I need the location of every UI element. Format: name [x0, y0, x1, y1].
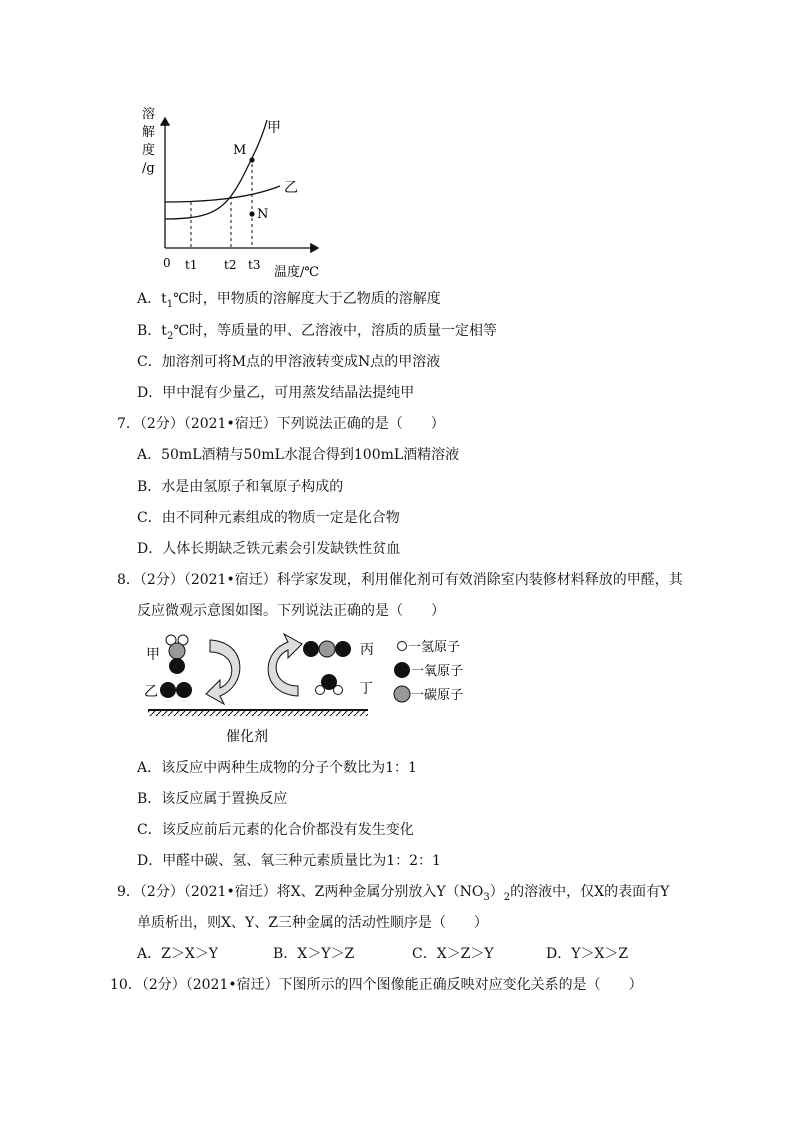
y-axis-label-4: /g [142, 161, 155, 176]
reaction-diagram [140, 630, 480, 750]
y-axis-label-3: 度 [142, 143, 156, 158]
tick-t3: t3 [248, 258, 261, 272]
q8-stem-2: 反应微观示意图如图。下列说法正确的是（ ） [137, 603, 445, 619]
curve-yi-label: 乙 [284, 180, 298, 196]
tick-t1: t1 [185, 258, 198, 272]
label-bing: 丙 [360, 642, 374, 658]
curved-arrow-up [268, 634, 302, 696]
q9-option-a: A．Z＞X＞Y [137, 946, 219, 962]
q9-stem-2: 单质析出，则X、Y、Z三种金属的活动性顺序是（ ） [137, 915, 488, 931]
q6-option-b: B．$t_2℃$时，等质量的甲、乙溶液中，溶质的质量一定相等 [137, 323, 497, 342]
q7-option-d: D．人体长期缺乏铁元素会引发缺铁性贫血 [137, 541, 401, 557]
q9-option-d: D．Y＞X＞Z [546, 946, 629, 962]
q6-option-a: A．$t_1℃$时，甲物质的溶解度大于乙物质的溶解度 [137, 291, 441, 310]
q8-option-a: A．该反应中两种生成物的分子个数比为1：1 [137, 760, 417, 776]
q9-stem-1: 9．（2分）（2021•宿迁）将X、Z两种金属分别放入$Y(NO_3)_2$的溶液中，仅X的表面有Y [117, 884, 670, 903]
y-axis-label-2: 解 [142, 125, 156, 140]
y-axis-label-1: 溶 [142, 107, 156, 122]
carbon-atom [169, 643, 185, 659]
q9-option-c: C．X＞Z＞Y [412, 946, 494, 962]
q6-option-c: C．加溶剂可将M点的甲溶液转变成N点的甲溶液 [137, 354, 441, 370]
q8-stem-1: 8．（2分）（2021•宿迁）科学家发现，利用催化剂可有效消除室内装修材料释放的甲醛，其 [117, 572, 683, 588]
q10-stem: 10．（2分）（2021•宿迁）下图所示的四个图像能正确反映对应变化关系的是（ ） [110, 977, 643, 993]
q7-option-c: C．由不同种元素组成的物质一定是化合物 [137, 510, 400, 526]
label-jia: 甲 [146, 647, 160, 663]
q8-option-d: D．甲醛中碳、氢、氧三种元素质量比为1：2：1 [137, 853, 441, 869]
legend-hydrogen: 一氢原子 [408, 640, 461, 655]
q6-option-d: D．甲中混有少量乙，可用蒸发结晶法提纯甲 [137, 385, 415, 401]
catalyst-label: 催化剂 [226, 729, 268, 745]
curve-jia [165, 120, 267, 219]
solubility-graph [130, 100, 340, 280]
legend-carbon: 一碳原子 [411, 688, 464, 703]
point-m-label: M [233, 143, 247, 158]
origin-label: 0 [163, 256, 171, 270]
oxygen-atom [169, 658, 185, 674]
label-yi: 乙 [144, 684, 158, 700]
q7-option-b: B．水是由氢原子和氧原子构成的 [137, 479, 344, 495]
q7-option-a: A．50mL酒精与50mL水混合得到100mL酒精溶液 [137, 447, 460, 463]
curved-arrow-down [206, 640, 240, 704]
legend-oxygen: 一氧原子 [411, 664, 464, 679]
q9-option-b: B．X＞Y＞Z [273, 946, 355, 962]
q8-option-c: C．该反应前后元素的化合价都没有发生变化 [137, 822, 414, 838]
tick-t2: t2 [224, 258, 237, 272]
x-axis-label: 温度/℃ [274, 265, 319, 280]
point-m [249, 157, 254, 162]
label-ding: 丁 [359, 681, 373, 697]
curve-yi [165, 186, 280, 202]
curve-jia-label: 甲 [267, 120, 281, 136]
q7-stem: 7．（2分）（2021•宿迁）下列说法正确的是（ ） [117, 416, 445, 432]
q8-option-b: B．该反应属于置换反应 [137, 791, 288, 807]
point-n-label: N [257, 207, 269, 222]
point-n [249, 211, 254, 216]
